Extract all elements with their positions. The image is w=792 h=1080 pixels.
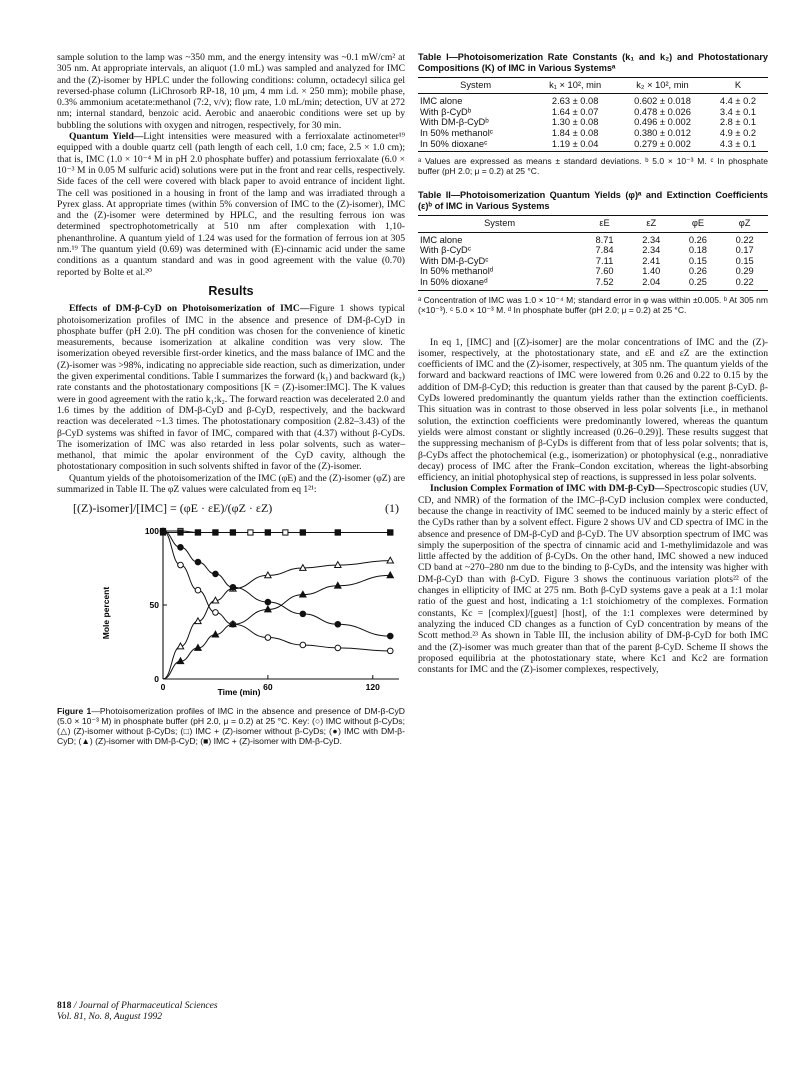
- table-cell: 7.84: [595, 245, 614, 256]
- table-row-label: With β-CyDᶜ: [420, 245, 471, 256]
- paragraph-text: Light intensities were measured with a ferrioxalate actinometer¹⁹ equipped with a double quartz cell (path length of each cell, 1.0 cm; face, 2.5 × 1.0 cm); that is, IMC (1.0 × 10⁻⁴ M in pH 2.0 phosphate buffer) and potassium ferrioxalate (6.0 × 10⁻³ M in 0.05 M sulfuric acid) solutions were put in the front and rear cells, respectively. Side faces of the cell were covered with black paper to avoid entrance of incident light. The cell was positioned in a housing in front of the lamp and was irradiated through a Pyrex glass. At appropriate times (within 5% conversion of IMC to the (Z)-isomer), IMC and the (Z)-isomer were determined by HPLC, and the resulting ferrous ion was determined spectrophotometrically at 510 nm after complexation with 1,10-phenanthroline. A quantum yield of 1.24 was used for the formation of ferrous ion at 305 nm.¹⁹ The quantum yield (0.69) was determined with (E)-cinnamic acid under the same conditions as a quantum standard and was in good agreement with the value (0.70) reported by Bolte et al.²⁰: [57, 131, 405, 278]
- table-cell: 0.380 ± 0.012: [634, 128, 691, 139]
- data-point-filled-circle: [178, 544, 184, 550]
- table-cell: 4.4 ± 0.2: [719, 96, 757, 107]
- table-row: [418, 245, 768, 256]
- table-header-cell: εE: [581, 216, 628, 232]
- table-row: [418, 117, 768, 128]
- section-heading-results: Results: [208, 283, 254, 298]
- paragraph-quantum-yields: Quantum yields of the photoisomerization of the IMC (φE) and the (Z)-isomer (φZ) are summarized in Table II. The φZ values were calculated from eq 1²¹:: [57, 472, 405, 495]
- table-header-cell: εZ: [628, 216, 675, 232]
- data-point-open-square: [283, 529, 288, 534]
- table-cell: 2.41: [642, 255, 661, 266]
- table-cell: 0.25: [675, 277, 722, 290]
- table-cell: 0.602 ± 0.018: [634, 96, 691, 107]
- table-cell: 7.60: [595, 266, 614, 277]
- data-point-open-circle: [213, 609, 219, 615]
- table-header-cell: φE: [675, 216, 722, 232]
- data-point-filled-circle: [230, 584, 236, 590]
- table-1-grid: [418, 77, 768, 152]
- figure-1: [57, 523, 405, 747]
- equation-1: [57, 503, 405, 514]
- table-header-cell: k₁ × 10², min: [533, 78, 617, 94]
- table-header-cell: φZ: [721, 216, 768, 232]
- data-point-open-circle: [265, 634, 271, 640]
- page-number: 818: [57, 1000, 72, 1011]
- data-point-filled-circle: [195, 559, 201, 565]
- paragraph-text: Figure 1 shows typical photoisomerization profiles of IMC in the absence and presence of DM-β-CyD in phosphate buffer (pH 2.0). The pH condition was chosen for the convenience of kinetic measurements, because isomerization at alkaline condition was very slow. The isomerization obeyed reversible first-order kinetics, and the mass balance of IMC and the (Z)-isomer was >98%, indicating no appreciable side reaction, such as dimerization, under the given experimental conditions. Table I summarizes the forward (k₁) and backward (k₂) rate constants and the photostationary compositions [K = (Z)-isomer:IMC]. The K values were in good agreement with the ratio k₁:k₂. The forward reaction was decelerated 2.0 and 1.6 times by the addition of DM-β-CyD and β-CyD, respectively, and the backward reaction was decelerated ~1.3 times. The photostationary composition (2.82–3.43) of the β-CyD systems was shifted in favor of IMC, compared with that (4.37) without β-CyDs. The isomerization of IMC was also retarded in less polar solvents, such as water–methanol, that mimic the apolar environment of the CyD cavity, although the photostationary composition in such solvents shifted in favor of the (Z)-isomer.: [57, 303, 405, 473]
- table-row-label: In 50% methanolᵈ: [420, 266, 494, 277]
- y-tick-label: 50: [149, 599, 159, 610]
- table-2-header-row: [418, 216, 768, 232]
- table-cell: 0.15: [688, 255, 707, 266]
- table-2-caption: Table II—Photoisomerization Quantum Yields (φ)ᵃ and Extinction Coefficients (ε)ᵇ of IMC in Various Systems: [418, 190, 768, 212]
- table-cell: 1.19 ± 0.04: [533, 139, 617, 152]
- data-point-open-circle: [387, 648, 393, 654]
- data-point-filled-square: [300, 529, 305, 534]
- table-row: [418, 139, 768, 152]
- chart-curves: [163, 531, 390, 679]
- y-tick-label: 100: [144, 525, 159, 536]
- paragraph-effects: [57, 303, 405, 472]
- table-row: [418, 256, 768, 267]
- table-cell: 0.22: [735, 234, 754, 245]
- table-cell: 7.52: [581, 277, 628, 290]
- table-cell: 2.04: [628, 277, 675, 290]
- table-cell: 2.34: [642, 234, 661, 245]
- table-row-label: In 50% methanolᶜ: [420, 128, 494, 139]
- table-cell: 2.63 ± 0.08: [551, 96, 599, 107]
- paragraph-text: Spectroscopic studies (UV, CD, and NMR) of the formation of the IMC–β-CyD inclusion complex were conducted, because the change in reactivity of IMC seemed to be induced mainly by a steric effect of the CyDs rather than by a solvent effect. Figure 2 shows UV and CD spectra of IMC in the absence and presence of DM-β-CyD and β-CyD. The UV absorption spectrum of IMC was simply the superposition of the spectra of cinnamic acid and 1-methylimidazole and was little affected by the addition of β-CyDs. On the other hand, IMC showed a new induced CD band at ~270–280 nm due to the binding to β-CyDs, and the intensity was higher with DM-β-CyD than with β-CyD. Figure 3 shows the continuous variation plots²² of the changes in ellipticity of IMC at 275 nm. Both β-CyD systems gave a peak at a 1:1 molar ratio of the guest and host, indicating a 1:1 stoichiometry of the complexes. Formation constants, Kc = [complex]/[guest] [host], of the 1:1 complexes were determined by analyzing the induced CD changes as a function of CyD concentration by means of the Scott method.²³ As shown in Table III, the inclusion ability of DM-β-CyD for both IMC and the (Z)-isomer was much greater than that of the parent β-CyD. Scheme II shows the proposed equilibria at the photostationary state, where Kc1 and Kc2 are formation constants for IMC and the (Z)-isomer complexes, respectively,: [418, 483, 768, 676]
- chart-marks: [160, 528, 393, 663]
- table-row-label: In 50% dioxaneᵈ: [418, 277, 581, 290]
- table-2: [418, 190, 768, 314]
- data-point-filled-triangle: [387, 572, 393, 578]
- data-point-filled-circle: [335, 621, 341, 627]
- data-point-open-circle: [195, 587, 201, 593]
- table-cell: 1.64 ± 0.07: [551, 106, 599, 117]
- table-row-label: With DM-β-CyDᶜ: [420, 255, 489, 266]
- data-point-open-circle: [178, 562, 184, 568]
- table-1-body: [418, 94, 768, 152]
- table-cell: 0.496 ± 0.002: [634, 117, 691, 128]
- x-tick-label: 60: [263, 681, 273, 692]
- figure-1-chart: [57, 523, 405, 701]
- data-point-filled-square: [160, 529, 165, 534]
- paragraph-sample-solution: sample solution to the lamp was ~350 mm, and the energy intensity was ~0.1 mW/cm² at 305 nm. At appropriate intervals, an aliquot (1.0 mL) was sampled and analyzed for IMC and the (Z)-isomer by HPLC under the following conditions: column, octadecyl silica gel reversed-phase column (LiChrosorb RP-18, 10 μm, 4 mm i.d. × 250 mm); mobile phase, 0.3% ammonium acetate:methanol (7:2, v/v); flow rate, 1.0 mL/min; detection, UV at 272 nm; internal standard, benzoic acid. Aerobic and anaerobic conditions were set up by bubbling the solutions with oxygen and nitrogen, respectively, for 30 min.: [57, 52, 405, 131]
- data-point-filled-circle: [387, 633, 393, 639]
- table-cell: 8.71: [595, 234, 614, 245]
- data-point-open-triangle: [387, 557, 393, 563]
- table-cell: 1.40: [642, 266, 661, 277]
- table-cell: 1.84 ± 0.08: [551, 128, 599, 139]
- table-cell: 4.9 ± 0.2: [719, 128, 757, 139]
- table-cell: 0.478 ± 0.026: [634, 106, 691, 117]
- figure-1-caption-label: Figure 1: [57, 705, 92, 716]
- table-row-label: With β-CyDᵇ: [420, 106, 472, 117]
- equation-number: (1): [385, 501, 399, 516]
- left-column: [57, 52, 405, 747]
- table-header-cell: K: [708, 78, 768, 94]
- data-point-open-square: [248, 529, 253, 534]
- paragraph-quantum-yield: [57, 131, 405, 278]
- data-point-open-circle: [300, 642, 306, 648]
- data-point-filled-square: [335, 529, 340, 534]
- table-1: [418, 52, 768, 176]
- table-cell: 3.4 ± 0.1: [719, 106, 757, 117]
- table-cell: 0.15: [735, 255, 754, 266]
- x-tick-label: 0: [160, 681, 166, 692]
- data-point-filled-square: [178, 529, 183, 534]
- table-row: [418, 107, 768, 118]
- footer-volume: Vol. 81, No. 8, August 1992: [57, 1011, 163, 1022]
- table-cell: 1.30 ± 0.08: [551, 117, 599, 128]
- footer-journal-line: [57, 1000, 218, 1011]
- table-1-footnote: ᵃ Values are expressed as means ± standard deviations. ᵇ 5.0 × 10⁻³ M. ᶜ In phosphate buffer (pH 2.0; μ = 0.2) at 25 °C.: [418, 156, 768, 177]
- figure-1-caption: [57, 706, 405, 747]
- data-point-filled-circle: [300, 611, 306, 617]
- table-cell: 2.34: [642, 245, 661, 256]
- table-cell: 0.26: [688, 234, 707, 245]
- table-row: [418, 232, 768, 245]
- table-row-label: In 50% dioxaneᶜ: [418, 139, 533, 152]
- table-1-caption: Table I—Photoisomerization Rate Constants (k₁ and k₂) and Photostationary Compositions (K) of IMC in Various Systemsᵃ: [418, 52, 768, 73]
- table-header-cell: System: [418, 216, 581, 232]
- y-axis-label: Mole percent: [101, 586, 111, 639]
- table-cell: 0.22: [721, 277, 768, 290]
- data-point-filled-circle: [265, 599, 271, 605]
- table-row: [418, 266, 768, 277]
- table-row: [418, 128, 768, 139]
- data-point-filled-circle: [213, 571, 219, 577]
- paragraph-eq1-discussion: In eq 1, [IMC] and [(Z)-isomer] are the molar concentrations of IMC and the (Z)-isomer, respectively, at the photostationary state, and εE and εZ are the extinction coefficients of IMC and the (Z)-isomer, respectively, at 305 nm. The quantum yields of the forward and backward reactions of IMC were lowered from 0.26 and 0.22 to 0.15 by the addition of DM-β-CyD; this reduction is greater than that caused by the parent β-CyD. β-CyDs lowered predominantly the quantum yields rather than the extinction coefficients. This situation was in contrast to those observed in less polar solvents [i.e., in methanol solution, the extinction coefficients were predominantly lowered, whereas the quantum yields were almost constant or slightly increased (0.26–0.29)]. These results suggest that the suppressing mechanism of β-CyDs is different from that of less polar solvents; that is, β-CyDs affect the photochemical (e.g., isomerization) or photophysical (e.g., nonradiative decay) process of IMC after the Frank–Condon excitation, whereas the light-absorbing efficiency, an initial photophysical step of reactions, is suppressed in less polar solvents.: [418, 336, 768, 484]
- runin-heading: Effects of DM-β-CyD on Photoisomerization of IMC—: [69, 303, 310, 315]
- equation-body: [(Z)-isomer]/[IMC] = (φE · εE)/(φZ · εZ): [73, 501, 273, 516]
- table-2-footnote: ᵃ Concentration of IMC was 1.0 × 10⁻⁴ M; standard error in φ was within ±0.005. ᵇ At 305 nm (×10⁻³). ᶜ 5.0 × 10⁻³ M. ᵈ In phosphate buffer (pH 2.0; μ = 0.2) at 25 °C.: [418, 294, 768, 315]
- runin-heading: Inclusion Complex Formation of IMC with DM-β-CyD—: [430, 483, 665, 495]
- page-footer: [57, 1000, 218, 1022]
- table-cell: 4.3 ± 0.1: [708, 139, 768, 152]
- table-cell: 0.29: [735, 266, 754, 277]
- data-point-filled-square: [265, 529, 270, 534]
- table-header-cell: k₂ × 10², min: [617, 78, 708, 94]
- data-point-filled-square: [195, 529, 200, 534]
- table-row-label: IMC alone: [420, 96, 463, 107]
- data-point-open-circle: [335, 645, 341, 651]
- table-cell: 0.26: [688, 266, 707, 277]
- figure-1-caption-text: —Photoisomerization profiles of IMC in the absence and presence of DM-β-CyD (5.0 × 10⁻³ M) in phosphate buffer (pH 2.0, μ = 0.2) at 25 °C. Key: (○) IMC without β-CyDs; (△) (Z)-isomer without β-CyDs; (□) IMC + (Z)-isomer without β-CyDs; (●) IMC with DM-β-CyD; (▲) (Z)-isomer with DM-β-CyD; (■) IMC + (Z)-isomer with DM-β-CyD.: [57, 705, 405, 747]
- table-row: [418, 277, 768, 290]
- right-column: [418, 52, 768, 675]
- table-2-body: [418, 232, 768, 290]
- table-1-header-row: [418, 78, 768, 94]
- table-cell: 0.279 ± 0.002: [617, 139, 708, 152]
- paragraph-inclusion-complex: [418, 483, 768, 675]
- table-row-label: With DM-β-CyDᵇ: [420, 117, 489, 128]
- table-cell: 0.18: [688, 245, 707, 256]
- table-cell: 0.17: [735, 245, 754, 256]
- data-point-filled-square: [230, 529, 235, 534]
- table-row-label: IMC alone: [420, 234, 463, 245]
- x-tick-label: 120: [365, 681, 380, 692]
- y-tick-label: 0: [154, 673, 159, 684]
- journal-name: / Journal of Pharmaceutical Sciences: [73, 1000, 218, 1011]
- runin-heading: Quantum Yield—: [69, 131, 144, 143]
- table-cell: 2.8 ± 0.1: [719, 117, 757, 128]
- table-header-cell: System: [418, 78, 533, 94]
- table-2-grid: [418, 215, 768, 290]
- x-axis-label: Time (min): [217, 686, 261, 697]
- table-cell: 7.11: [595, 255, 614, 266]
- table-row: [418, 94, 768, 107]
- data-point-filled-square: [213, 529, 218, 534]
- data-point-filled-square: [388, 529, 393, 534]
